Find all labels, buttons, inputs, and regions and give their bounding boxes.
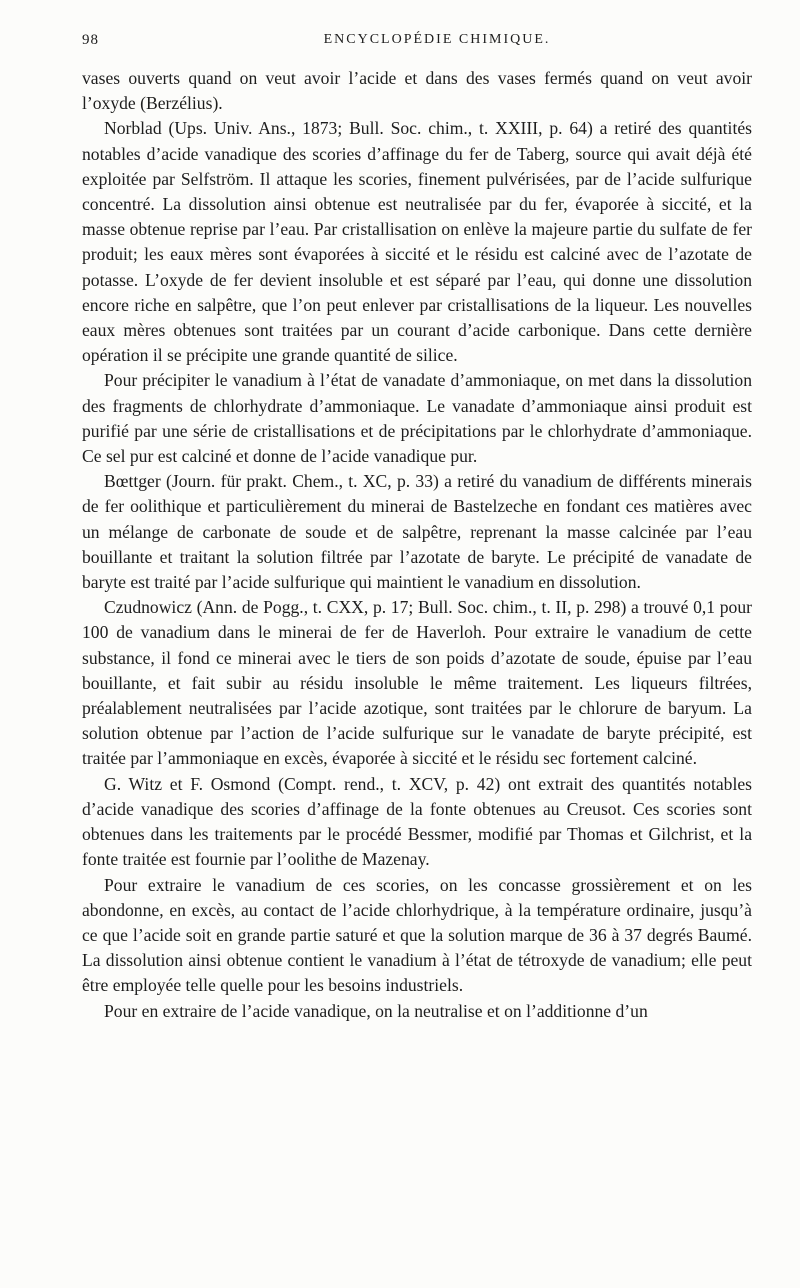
page-header [82, 32, 752, 58]
paragraph: Pour précipiter le vanadium à l’état de vanadate d’ammoniaque, on met dans la dissolution des fragments de chlorhydrate d’ammoniaque. Le vanadate d’ammoniaque ainsi produit est purifié par une série de cristallisations et de précipitations par le chlorhydrate d’ammoniaque. Ce sel pur est calciné et donne de l’acide vanadique pur. [82, 370, 752, 467]
paragraph: Pour extraire le vanadium de ces scories, on les concasse grossièrement et on les abondonne, en excès, au contact de l’acide chlorhydrique, à la température ordinaire, jusqu’à ce que l’acide soit en grande partie saturé et que la solution marque de 36 à 37 degrés Baumé. La dissolution ainsi obtenue contient le vanadium à l’état de tétroxyde de vanadium; elle peut être employée telle quelle pour les besoins industriels. [82, 874, 752, 996]
running-head: ENCYCLOPÉDIE CHIMIQUE. [323, 32, 551, 47]
paragraph: Pour en extraire de l’acide vanadique, on la neutralise et on l’additionne d’un [104, 1000, 648, 1021]
paragraph: Norblad (Ups. Univ. Ans., 1873; Bull. Soc. chim., t. XXIII, p. 64) a retiré des quantités notables d’acide vanadique des scories d’affinage du fer de Taberg, source qui avait déjà été exploitée par Selfström. Il attaque les scories, finement pulvérisées, par de l’acide sulfurique concentré. La dissolution ainsi obtenue est neutralisée par du fer, évaporée à siccité, et la masse obtenue reprise par l’eau. Par cristallisation on enlève la majeure partie du sulfate de fer produit; les eaux mères sont évaporées à siccité et le résidu est calciné avec de l’azotate de potasse. L’oxyde de fer devient insoluble et est séparé par l’eau, qui donne une dissolution encore riche en salpêtre, que l’on peut enlever par cristallisations de la liqueur. Les nouvelles eaux mères obtenues sont traitées par un courant d’acide carbonique. Dans cette dernière opération il se précipite une grande quantité de silice. [82, 118, 752, 366]
paragraph: vases ouverts quand on veut avoir l’acide et dans des vases fermés quand on veut avoir l’oxyde (Berzélius). [82, 68, 752, 114]
paragraph: Czudnowicz (Ann. de Pogg., t. CXX, p. 17; Bull. Soc. chim., t. II, p. 298) a trouvé 0,1 pour 100 de vanadium dans le minerai de fer de Haverloh. Pour extraire le vanadium de cette substance, il fond ce minerai avec le tiers de son poids d’azotate de soude, épuise par l’eau bouillante, et fait subir au résidu insoluble le même traitement. Les liqueurs filtrées, préalablement neutralisées par l’acide azotique, sont traitées par le chlorure de baryum. La solution obtenue par l’action de l’acide sulfurique sur le vanadate de baryte précipité, est traitée par l’ammoniaque en excès, évaporée à siccité et le résidu sec fortement calciné. [82, 597, 752, 769]
paragraph: G. Witz et F. Osmond (Compt. rend., t. XCV, p. 42) ont extrait des quantités notables d’acide vanadique des scories d’affinage de la fonte obtenues au Creusot. Ces scories sont obtenues dans les traitements par le procédé Bessmer, modifié par Thomas et Gilchrist, et la fonte traitée est fournie par l’oolithe de Mazenay. [82, 773, 752, 870]
page-number: 98 [82, 32, 99, 48]
paragraph: Bœttger (Journ. für prakt. Chem., t. XC, p. 33) a retiré du vanadium de différents minerais de fer oolithique et particulièrement du minerai de Bastelzeche en fondant ces matières avec un mélange de carbonate de soude et de salpêtre, reprenant la masse calcinée par l’eau bouillante et traitant la solution filtrée par l’azotate de baryte. Le précipité de vanadate de baryte est traité par l’acide sulfurique qui maintient le vanadium en dissolution. [82, 471, 752, 593]
body-text [82, 66, 752, 1024]
